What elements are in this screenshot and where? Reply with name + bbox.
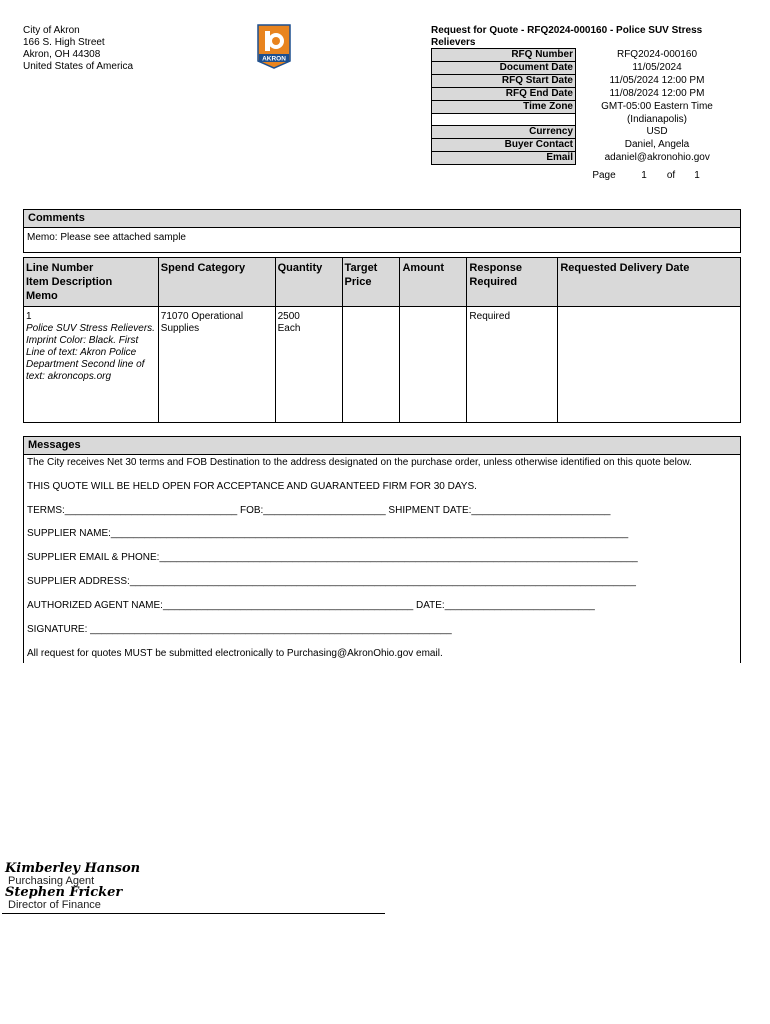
message-quote-firm: THIS QUOTE WILL BE HELD OPEN FOR ACCEPTANCE AND GUARANTEED FIRM FOR 30 DAYS. bbox=[27, 481, 477, 492]
quantity-unit: Each bbox=[277, 323, 301, 334]
header-spend-category: Spend Category bbox=[158, 258, 275, 307]
header-line-number bbox=[24, 258, 159, 307]
sender-name: City of Akron bbox=[23, 25, 80, 36]
sender-city: Akron, OH 44308 bbox=[23, 49, 101, 60]
rfq-title: Request for Quote - RFQ2024-000160 - Police SUV Stress Relievers bbox=[431, 25, 703, 48]
rfq-info-value: USD bbox=[646, 126, 668, 137]
rfq-info-label: Email bbox=[432, 152, 576, 165]
rfq-info-label: RFQ Number bbox=[432, 49, 576, 62]
cell-quantity bbox=[275, 307, 342, 423]
rfq-info-row bbox=[432, 114, 739, 126]
rfq-info-label: RFQ Start Date bbox=[432, 75, 576, 88]
signature-name-purchasing: Kimberley Hanson bbox=[5, 861, 141, 876]
message-terms-notice: The City receives Net 30 terms and FOB Destination to the address designated on the purchase order, unless otherwise identified on this quote below. bbox=[27, 457, 692, 468]
message-supplier-address[interactable]: SUPPLIER ADDRESS:___________________________________________________________________________________________ bbox=[27, 576, 636, 587]
rfq-info-row bbox=[432, 49, 739, 62]
rfq-info-row bbox=[432, 152, 739, 165]
rfq-info-row bbox=[432, 62, 739, 75]
rfq-info-row bbox=[432, 101, 739, 114]
messages-section bbox=[23, 436, 741, 663]
cell-response: Required bbox=[467, 307, 558, 423]
sender-street: 166 S. High Street bbox=[23, 37, 105, 48]
page-of: of bbox=[666, 170, 676, 181]
rfq-info-label: Time Zone bbox=[432, 101, 576, 114]
sender-country: United States of America bbox=[23, 61, 134, 72]
rfq-info-value: GMT-05:00 Eastern Time bbox=[601, 101, 713, 112]
cell-target-price[interactable] bbox=[342, 307, 400, 423]
page-indicator bbox=[580, 170, 730, 181]
header-target-price: Target Price bbox=[342, 258, 400, 307]
line-number: 1 bbox=[26, 311, 32, 322]
header-requested-delivery-date: Requested Delivery Date bbox=[558, 258, 741, 307]
rfq-info-value: (Indianapolis) bbox=[626, 113, 688, 125]
sender-address bbox=[23, 25, 133, 73]
rfq-info-label: Buyer Contact bbox=[432, 139, 576, 152]
header-quantity: Quantity bbox=[275, 258, 342, 307]
message-supplier-email-phone[interactable]: SUPPLIER EMAIL & PHONE:______________________________________________________________________________________ bbox=[27, 552, 638, 563]
cell-spend-category: 71070 Operational Supplies bbox=[158, 307, 275, 423]
rfq-info-table bbox=[431, 48, 739, 165]
message-terms-fob-shipment[interactable]: TERMS:_______________________________ FOB:______________________ SHIPMENT DATE:_________________________ bbox=[27, 505, 611, 516]
message-submission-note: All request for quotes MUST be submitted electronically to Purchasing@AkronOhio.gov email. bbox=[27, 648, 443, 659]
message-signature[interactable]: SIGNATURE: _________________________________________________________________ bbox=[27, 624, 452, 635]
header-response-required: Response Required bbox=[467, 258, 558, 307]
line-description: Police SUV Stress Relievers. Imprint Color: Black. First Line of text: Akron Police Department Second line of text: akroncops.org bbox=[26, 323, 155, 382]
rfq-info-row bbox=[432, 88, 739, 101]
comments-text: Memo: Please see attached sample bbox=[27, 232, 186, 243]
comments-heading: Comments bbox=[24, 210, 740, 228]
rfq-info-label: Currency bbox=[432, 126, 576, 139]
rfq-info-row bbox=[432, 75, 739, 88]
rfq-info-value: 11/05/2024 bbox=[632, 62, 682, 73]
header-item-description-label: Item Description bbox=[26, 276, 113, 288]
quantity-value: 2500 bbox=[277, 311, 300, 322]
rfq-info-value: adaniel@akronohio.gov bbox=[604, 152, 710, 163]
rfq-info-value: 11/08/2024 12:00 PM bbox=[609, 88, 705, 99]
akron-logo bbox=[256, 23, 292, 69]
cell-amount[interactable] bbox=[400, 307, 467, 423]
signature-title-purchasing: Purchasing Agent bbox=[8, 875, 95, 887]
signature-title-finance: Director of Finance bbox=[8, 899, 101, 911]
rfq-info-value: RFQ2024-000160 bbox=[616, 49, 698, 60]
messages-heading: Messages bbox=[24, 437, 740, 455]
line-items-table bbox=[23, 257, 741, 423]
message-supplier-name[interactable]: SUPPLIER NAME:_____________________________________________________________________________________________ bbox=[27, 528, 629, 539]
page-total: 1 bbox=[694, 170, 700, 181]
signature-block bbox=[5, 863, 385, 911]
logo-text: AKRON bbox=[262, 55, 286, 63]
message-authorized-agent[interactable]: AUTHORIZED AGENT NAME:_____________________________________________ DATE:___________________________ bbox=[27, 600, 595, 611]
cell-line bbox=[24, 307, 159, 423]
cell-delivery-date[interactable] bbox=[558, 307, 741, 423]
table-row bbox=[24, 307, 741, 423]
comments-section bbox=[23, 209, 741, 253]
rfq-info-row bbox=[432, 126, 739, 139]
rfq-info-value: Daniel, Angela bbox=[624, 139, 690, 150]
header-amount: Amount bbox=[400, 258, 467, 307]
rfq-info-label: RFQ End Date bbox=[432, 88, 576, 101]
page-label: Page bbox=[592, 170, 616, 181]
rfq-info-value: 11/05/2024 12:00 PM bbox=[609, 75, 705, 86]
page-current: 1 bbox=[641, 170, 647, 181]
rfq-info-row bbox=[432, 139, 739, 152]
header-memo-label: Memo bbox=[26, 290, 58, 302]
rfq-info-label bbox=[432, 114, 576, 126]
line-items-header-row bbox=[24, 258, 741, 307]
header-line-number-label: Line Number bbox=[26, 262, 94, 274]
rfq-info-label: Document Date bbox=[432, 62, 576, 75]
signature-divider bbox=[2, 913, 385, 914]
signature-name-finance: Stephen Fricker bbox=[5, 885, 123, 900]
